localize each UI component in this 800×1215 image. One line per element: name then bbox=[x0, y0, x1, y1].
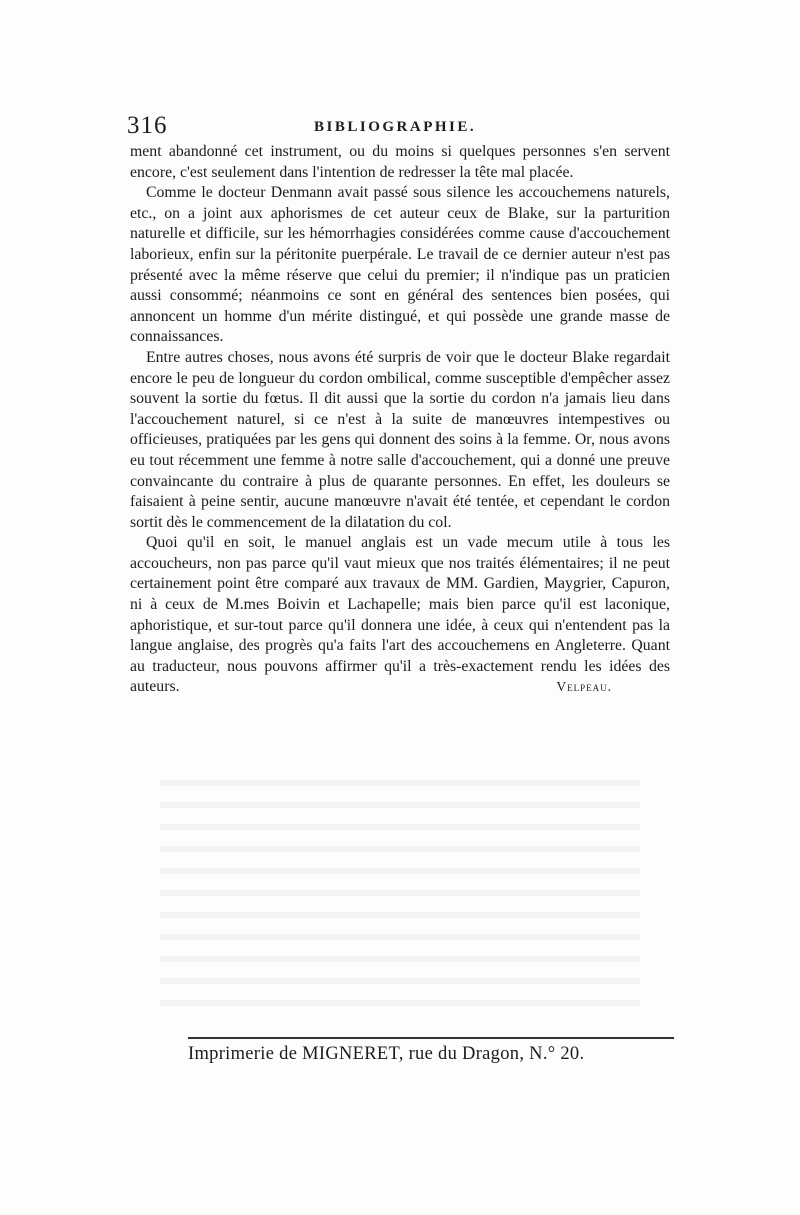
page-header bbox=[127, 112, 687, 142]
paragraph-1: ment abandonné cet instrument, ou du moins si quelques personnes s'en servent encore, c'est seulement dans l'intention de redresser la tête mal placée. bbox=[130, 143, 670, 181]
bleed-through-texture bbox=[160, 780, 640, 1010]
page-number: 316 bbox=[127, 112, 168, 139]
running-head: BIBLIOGRAPHIE. bbox=[314, 119, 477, 135]
body-text bbox=[130, 142, 670, 698]
paragraph-3: Entre autres choses, nous avons été surpris de voir que le docteur Blake regardait encore le peu de longueur du cordon ombilical, comme susceptible d'empêcher assez souvent la sortie du fœtus. Il dit aussi que la sortie du cordon n'a jamais lieu dans l'accouchement naturel, si ce n'est à la suite de manœuvres intempestives ou officieuses, pratiquées par les gens qui donnent des soins à la femme. Or, nous avons eu tout récemment une femme à notre salle d'accouchement, qui a donné une preuve convaincante du contraire à plus de quarante personnes. En effet, les douleurs se faisaient à peine sentir, aucune manœuvre n'avait été tentée, et cependant le cordon sortit dès le commencement de la dilatation du col. bbox=[130, 348, 670, 531]
author-signature: Velpeau. bbox=[556, 679, 612, 695]
paragraph-4: Quoi qu'il en soit, le manuel anglais est un vade mecum utile à tous les accoucheurs, non pas parce qu'il vaut mieux que nos traités élémentaires; il ne peut certainement point être comparé aux travaux de MM. Gardien, Maygrier, Capuron, ni à ceux de M.mes Boivin et Lachapelle; mais bien parce qu'il est laconique, aphoristique, et sur-tout parce qu'il donnera une idée, à ceux qui n'entendent pas la langue anglaise, des progrès qu'a faits l'art des accouchemens en Angleterre. Quant au traducteur, nous pouvons affirmer qu'il a très-exactement rendu les idées des auteurs. bbox=[130, 534, 670, 696]
printer-imprint: Imprimerie de MIGNERET, rue du Dragon, N.° 20. bbox=[188, 1044, 585, 1064]
paragraph-2: Comme le docteur Denmann avait passé sous silence les accouchemens naturels, etc., on a joint aux aphorismes de cet auteur ceux de Blake, sur la parturition naturelle et difficile, sur les hémorrhagies considérées comme cause d'accouchement laborieux, enfin sur la péritonite puerpérale. Le travail de ce dernier auteur n'est pas présenté avec la même réserve que celui du premier; il n'indique pas un praticien aussi consommé; néanmoins ce sont en général des sentences bien posées, qui annoncent un homme d'un mérite distingué, et qui possède une grande masse de connaissances. bbox=[130, 184, 670, 346]
footer-rule bbox=[188, 1037, 674, 1039]
